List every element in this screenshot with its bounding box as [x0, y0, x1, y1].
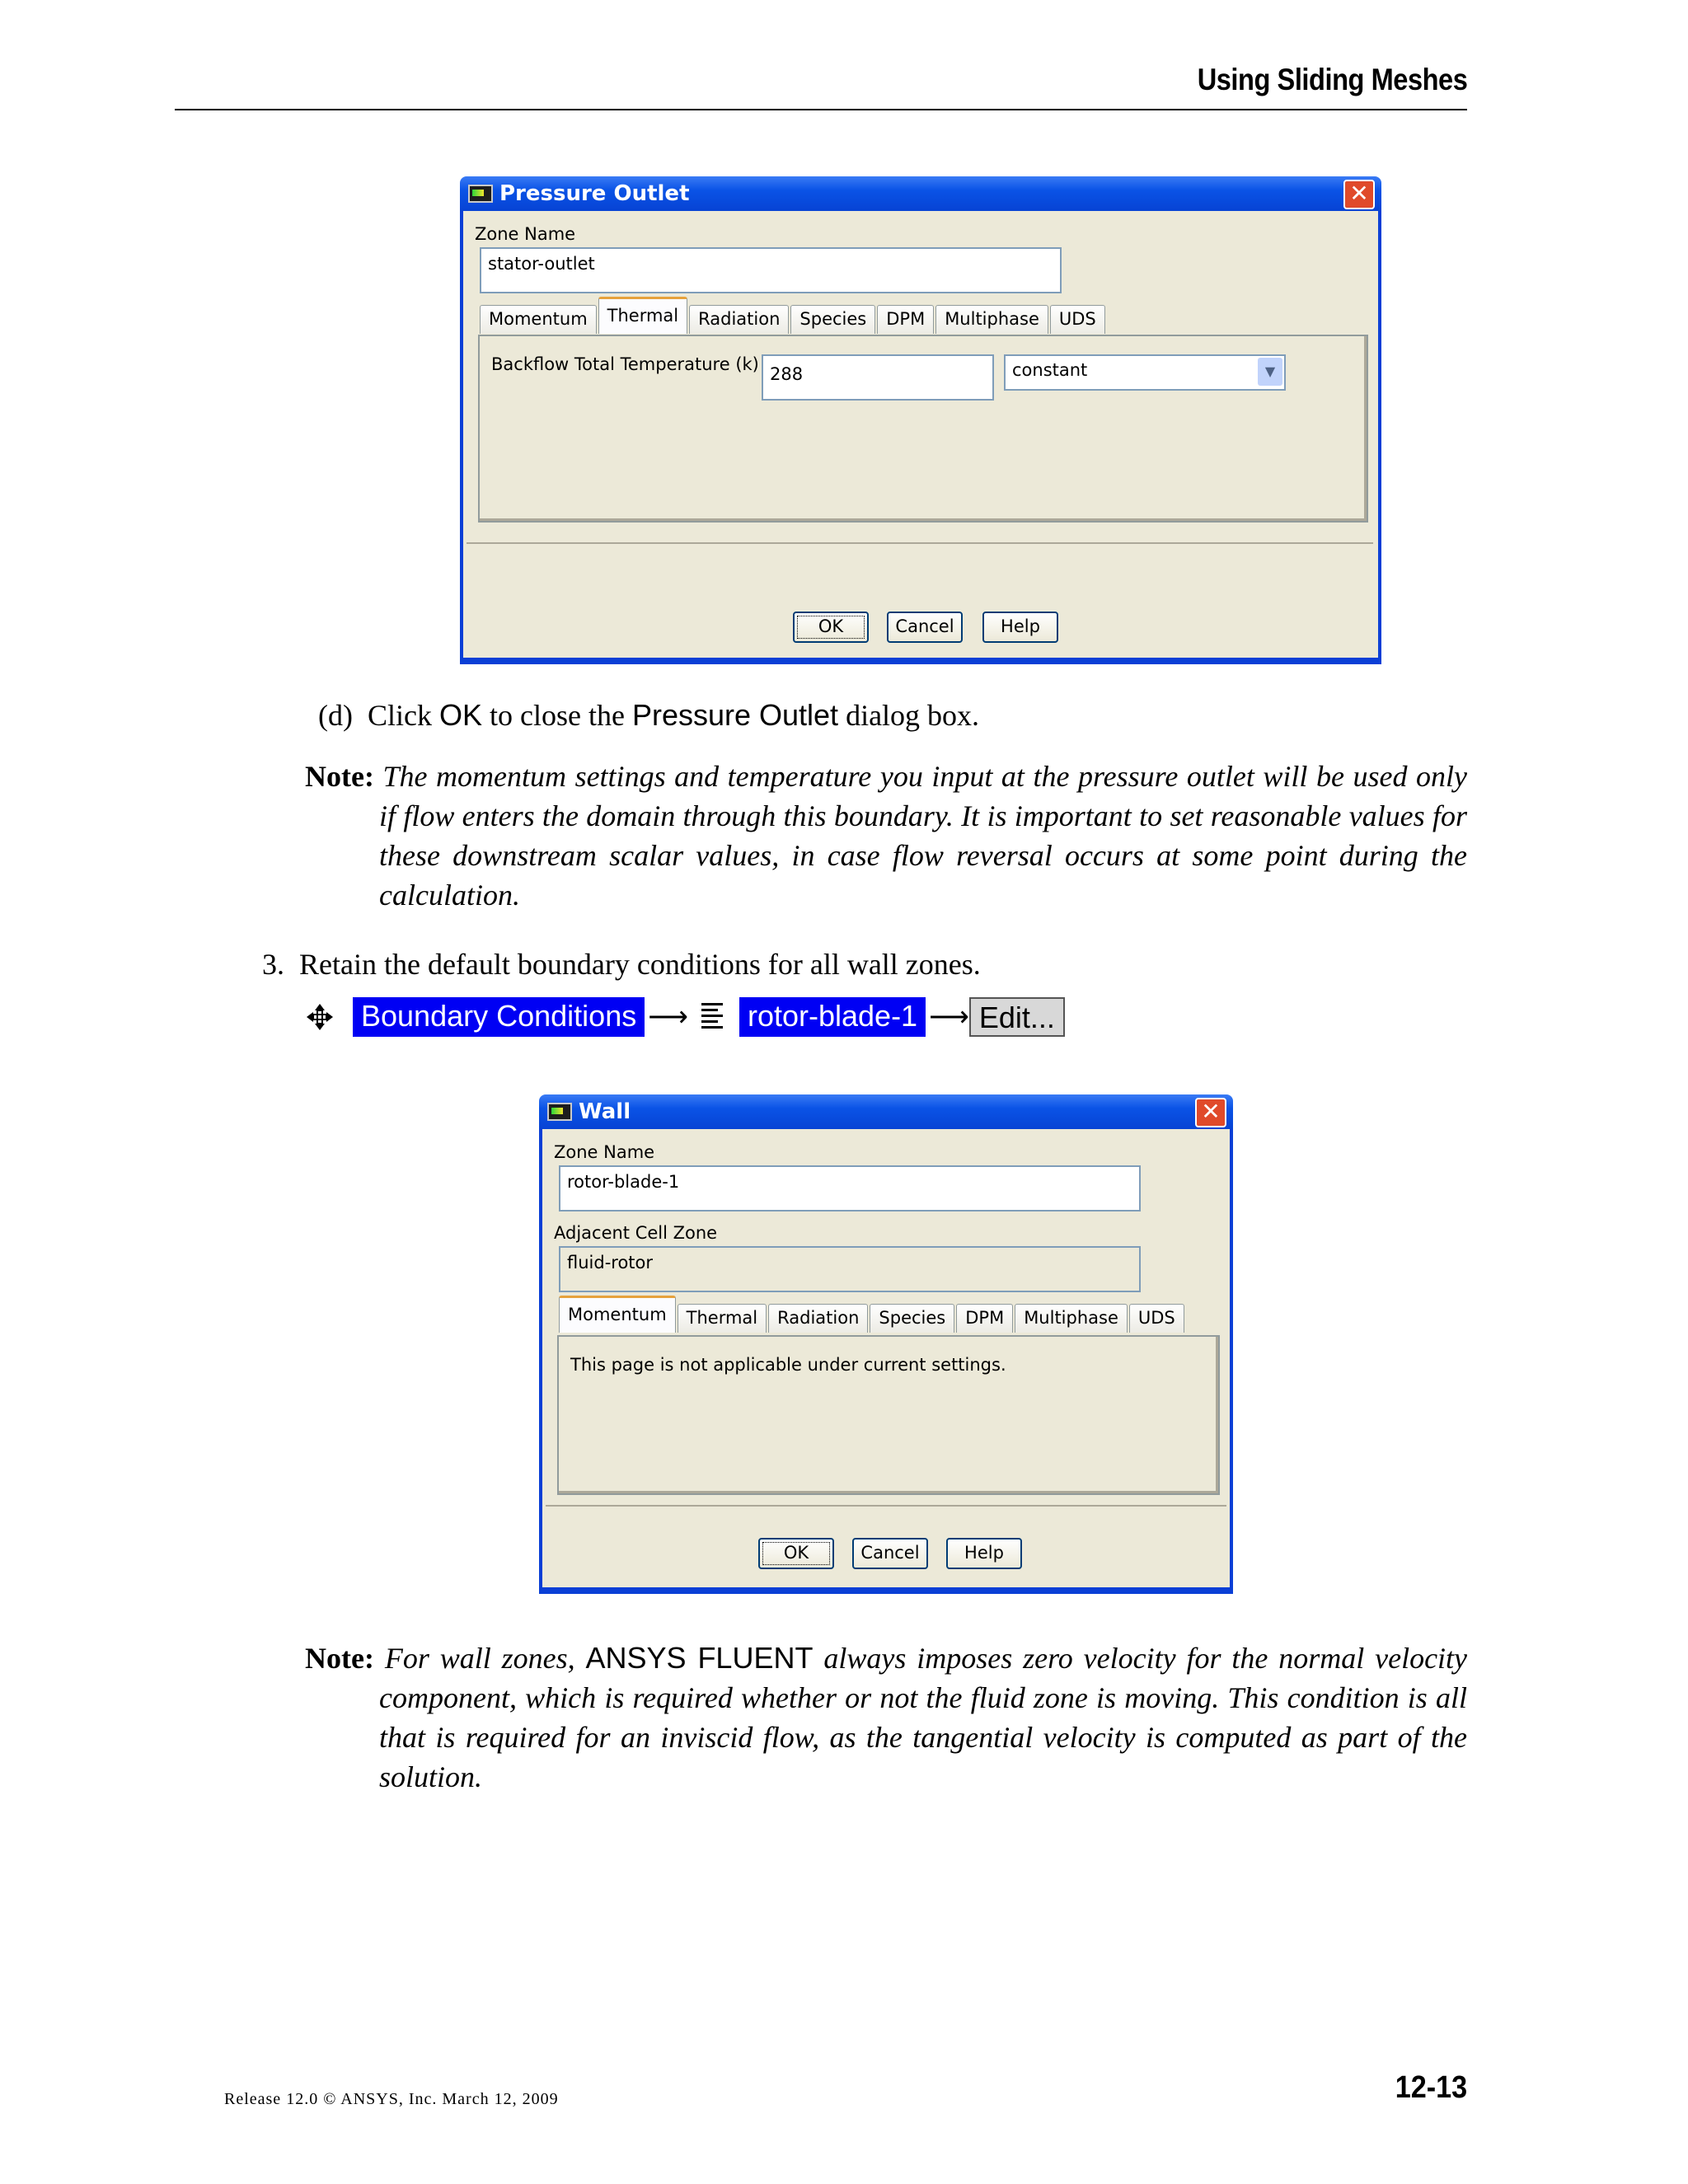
dialog-body: [463, 211, 1378, 658]
footer-release: Release 12.0 © ANSYS, Inc. March 12, 2009: [224, 2090, 559, 2108]
note-2: [305, 1638, 1467, 1797]
note-2-product: ANSYS FLUENT: [585, 1641, 814, 1675]
running-header-title: Using Sliding Meshes: [1197, 63, 1467, 96]
step-d-text-1: Click: [367, 699, 432, 732]
button-separator: [467, 542, 1373, 544]
pressure-outlet-dialog: [460, 176, 1381, 664]
close-icon[interactable]: ✕: [1195, 1098, 1226, 1127]
panel-message: This page is not applicable under current settings.: [570, 1355, 1006, 1375]
tab-species[interactable]: Species: [790, 305, 875, 334]
step-d-prefix: (d): [318, 699, 353, 732]
adjacent-cell-zone-field: fluid-rotor: [559, 1246, 1141, 1292]
zone-name-field[interactable]: stator-outlet: [480, 247, 1062, 293]
dialog-titlebar[interactable]: [539, 1094, 1233, 1129]
tab-thermal[interactable]: Thermal: [678, 1304, 767, 1333]
tab-momentum[interactable]: Momentum: [480, 305, 597, 334]
ok-button[interactable]: OK: [793, 612, 869, 643]
note-1-label: Note:: [305, 760, 374, 793]
close-icon[interactable]: ✕: [1343, 180, 1375, 209]
chevron-down-icon[interactable]: ▼: [1258, 358, 1282, 386]
zone-name-field[interactable]: rotor-blade-1: [559, 1165, 1141, 1212]
note-2-text-1: For wall zones,: [384, 1642, 575, 1675]
button-separator: [546, 1505, 1226, 1507]
path-arrow-1: ⟶: [648, 1002, 688, 1033]
step-3: [262, 944, 1465, 984]
gui-path: [305, 994, 1065, 1040]
step-d: [318, 696, 1472, 735]
note-1-text: The momentum settings and temperature you input at the pressure outlet will be used only if flow enters the domain through this boundary. It is important to set reasonable values for these downstream scalar values, in case flow reversal occurs at some point during the calculation.: [379, 760, 1467, 912]
step-3-number: 3.: [262, 948, 284, 981]
tab-dpm[interactable]: DPM: [877, 305, 934, 334]
tab-thermal[interactable]: Thermal: [598, 297, 687, 334]
tab-species[interactable]: Species: [870, 1304, 954, 1333]
note-1: [305, 757, 1467, 915]
step-d-ok: OK: [438, 698, 482, 732]
step-3-text: Retain the default boundary conditions for all wall zones.: [299, 948, 981, 981]
tab-bar: [480, 297, 1107, 334]
path-boundary-conditions: Boundary Conditions: [353, 997, 645, 1037]
help-button[interactable]: Help: [946, 1538, 1022, 1569]
page-number: 12-13: [1395, 2070, 1467, 2105]
zone-name-label: Zone Name: [475, 224, 576, 244]
path-edit-button: Edit...: [969, 997, 1065, 1037]
tab-momentum[interactable]: Momentum: [559, 1296, 676, 1333]
dialog-titlebar[interactable]: [460, 176, 1381, 211]
list-icon: [698, 1001, 726, 1033]
note-2-label: Note:: [305, 1642, 374, 1675]
cancel-button[interactable]: Cancel: [852, 1538, 928, 1569]
path-arrow-2: ⟶: [929, 1002, 969, 1033]
tab-uds[interactable]: UDS: [1050, 305, 1105, 334]
tab-multiphase[interactable]: Multiphase: [1015, 1304, 1128, 1333]
fluent-app-icon: [468, 185, 493, 203]
backflow-temperature-label: Backflow Total Temperature (k): [491, 354, 759, 374]
thermal-panel: [478, 335, 1368, 523]
tab-bar: [559, 1296, 1186, 1333]
tab-uds[interactable]: UDS: [1129, 1304, 1184, 1333]
fluent-app-icon: [547, 1103, 572, 1121]
help-button[interactable]: Help: [982, 612, 1058, 643]
dialog-body: [542, 1129, 1230, 1587]
backflow-temperature-input[interactable]: 288: [762, 354, 994, 401]
adjacent-cell-zone-label: Adjacent Cell Zone: [554, 1223, 718, 1243]
step-d-text-3: dialog box.: [846, 699, 980, 732]
path-rotor-blade-1: rotor-blade-1: [739, 997, 926, 1037]
step-d-text-2: to close the: [490, 699, 625, 732]
momentum-panel: [557, 1335, 1220, 1495]
wall-dialog: [539, 1094, 1233, 1594]
dialog-title: Pressure Outlet: [499, 181, 690, 206]
tab-multiphase[interactable]: Multiphase: [935, 305, 1048, 334]
running-header: [175, 58, 1467, 110]
move-arrows-icon: [305, 1002, 335, 1032]
zone-name-label: Zone Name: [554, 1142, 655, 1162]
cancel-button[interactable]: Cancel: [887, 612, 963, 643]
tab-dpm[interactable]: DPM: [956, 1304, 1013, 1333]
note-2-text-2: always imposes zero velocity for the normal velocity component, which is required whether or not the fluid zone is moving. This condition is all that is required for an inviscid flow, as the tangential velocity is computed as part of the solution.: [379, 1642, 1468, 1793]
ok-button[interactable]: OK: [758, 1538, 834, 1569]
temperature-method-dropdown[interactable]: [1004, 354, 1286, 391]
dialog-title: Wall: [579, 1099, 631, 1124]
temperature-method-value: constant: [1012, 360, 1088, 380]
tab-radiation[interactable]: Radiation: [689, 305, 789, 334]
step-d-dialog: Pressure Outlet: [631, 698, 839, 732]
tab-radiation[interactable]: Radiation: [768, 1304, 868, 1333]
